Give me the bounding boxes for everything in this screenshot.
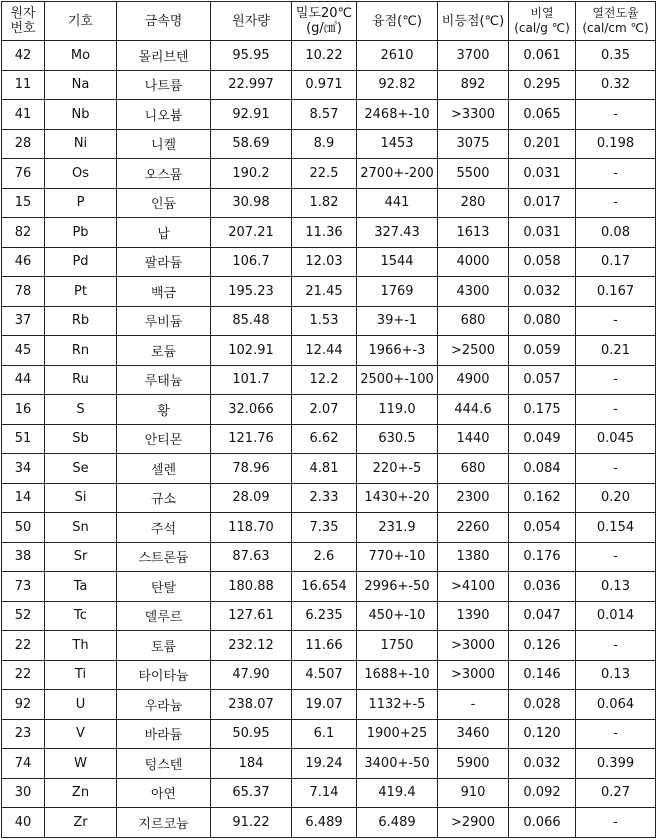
table-row <box>2 601 656 631</box>
cell-melting-point: 1132+-5 <box>357 690 438 720</box>
header-metal-name: 금속명 <box>117 2 211 41</box>
cell-symbol: Zr <box>45 808 117 838</box>
cell-metal-name: 몰리브텐 <box>117 41 211 71</box>
cell-atomic-weight: 190.2 <box>211 159 292 189</box>
cell-specific-heat: 0.146 <box>509 660 576 690</box>
cell-melting-point: 1769 <box>357 277 438 307</box>
cell-melting-point: 6.489 <box>357 808 438 838</box>
table-row <box>2 719 656 749</box>
cell-density: 0.971 <box>292 70 357 100</box>
cell-boiling-point: 5900 <box>438 749 509 779</box>
cell-atomic-number: 15 <box>2 188 45 218</box>
table-row <box>2 631 656 661</box>
cell-atomic-number: 46 <box>2 247 45 277</box>
cell-specific-heat: 0.054 <box>509 513 576 543</box>
cell-boiling-point: 2300 <box>438 483 509 513</box>
header-thermal-conductivity <box>576 2 656 41</box>
cell-thermal-conductivity: 0.399 <box>576 749 656 779</box>
cell-symbol: Sn <box>45 513 117 543</box>
cell-melting-point: 441 <box>357 188 438 218</box>
cell-thermal-conductivity: 0.154 <box>576 513 656 543</box>
cell-thermal-conductivity: - <box>576 306 656 336</box>
cell-symbol: S <box>45 395 117 425</box>
cell-metal-name: 루비듐 <box>117 306 211 336</box>
cell-specific-heat: 0.175 <box>509 395 576 425</box>
cell-boiling-point: >2500 <box>438 336 509 366</box>
cell-boiling-point: 4900 <box>438 365 509 395</box>
cell-atomic-weight: 28.09 <box>211 483 292 513</box>
cell-symbol: P <box>45 188 117 218</box>
cell-atomic-number: 92 <box>2 690 45 720</box>
cell-metal-name: 규소 <box>117 483 211 513</box>
cell-thermal-conductivity: - <box>576 365 656 395</box>
cell-atomic-weight: 180.88 <box>211 572 292 602</box>
cell-atomic-number: 34 <box>2 454 45 484</box>
table-row <box>2 159 656 189</box>
cell-melting-point: 1750 <box>357 631 438 661</box>
cell-symbol: Pt <box>45 277 117 307</box>
cell-boiling-point: 1613 <box>438 218 509 248</box>
table-row <box>2 572 656 602</box>
cell-thermal-conductivity: 0.167 <box>576 277 656 307</box>
cell-symbol: W <box>45 749 117 779</box>
table-row <box>2 218 656 248</box>
cell-atomic-weight: 30.98 <box>211 188 292 218</box>
cell-boiling-point: >3300 <box>438 100 509 130</box>
cell-density: 4.507 <box>292 660 357 690</box>
cell-atomic-number: 44 <box>2 365 45 395</box>
cell-specific-heat: 0.061 <box>509 41 576 71</box>
cell-symbol: Zn <box>45 778 117 808</box>
cell-atomic-weight: 195.23 <box>211 277 292 307</box>
cell-density: 11.66 <box>292 631 357 661</box>
cell-atomic-number: 23 <box>2 719 45 749</box>
cell-density: 1.53 <box>292 306 357 336</box>
cell-boiling-point: 680 <box>438 306 509 336</box>
cell-symbol: Pb <box>45 218 117 248</box>
cell-metal-name: 스트론듐 <box>117 542 211 572</box>
cell-boiling-point: 910 <box>438 778 509 808</box>
cell-thermal-conductivity: 0.27 <box>576 778 656 808</box>
table-row <box>2 70 656 100</box>
cell-specific-heat: 0.032 <box>509 277 576 307</box>
cell-atomic-number: 76 <box>2 159 45 189</box>
cell-atomic-weight: 92.91 <box>211 100 292 130</box>
cell-melting-point: 419.4 <box>357 778 438 808</box>
cell-density: 6.1 <box>292 719 357 749</box>
cell-boiling-point: 280 <box>438 188 509 218</box>
cell-symbol: Pd <box>45 247 117 277</box>
cell-melting-point: 2500+-100 <box>357 365 438 395</box>
cell-atomic-weight: 65.37 <box>211 778 292 808</box>
header-symbol: 기호 <box>45 2 117 41</box>
cell-melting-point: 630.5 <box>357 424 438 454</box>
cell-metal-name: 토륨 <box>117 631 211 661</box>
table-row <box>2 188 656 218</box>
cell-thermal-conductivity: 0.064 <box>576 690 656 720</box>
cell-boiling-point: >3000 <box>438 631 509 661</box>
table-row <box>2 808 656 838</box>
cell-atomic-number: 40 <box>2 808 45 838</box>
cell-metal-name: 텅스텐 <box>117 749 211 779</box>
table-row <box>2 778 656 808</box>
cell-melting-point: 1966+-3 <box>357 336 438 366</box>
header-atomic-number-line2: 번호 <box>10 21 36 36</box>
cell-boiling-point: 4300 <box>438 277 509 307</box>
cell-atomic-weight: 118.70 <box>211 513 292 543</box>
cell-metal-name: 셀렌 <box>117 454 211 484</box>
cell-melting-point: 2468+-10 <box>357 100 438 130</box>
cell-symbol: Ti <box>45 660 117 690</box>
cell-atomic-number: 28 <box>2 129 45 159</box>
cell-specific-heat: 0.065 <box>509 100 576 130</box>
metal-properties-table <box>1 1 656 838</box>
cell-melting-point: 220+-5 <box>357 454 438 484</box>
header-atomic-weight: 원자량 <box>211 2 292 41</box>
cell-symbol: V <box>45 719 117 749</box>
table-row <box>2 41 656 71</box>
cell-metal-name: 인듐 <box>117 188 211 218</box>
table-row <box>2 749 656 779</box>
cell-atomic-weight: 184 <box>211 749 292 779</box>
cell-atomic-number: 14 <box>2 483 45 513</box>
table-row <box>2 129 656 159</box>
cell-density: 2.6 <box>292 542 357 572</box>
cell-melting-point: 770+-10 <box>357 542 438 572</box>
header-specific-heat-line1: 비열 <box>530 6 554 20</box>
cell-density: 6.489 <box>292 808 357 838</box>
cell-melting-point: 119.0 <box>357 395 438 425</box>
cell-thermal-conductivity: 0.21 <box>576 336 656 366</box>
table-row <box>2 365 656 395</box>
table-row <box>2 424 656 454</box>
cell-atomic-number: 51 <box>2 424 45 454</box>
cell-density: 12.03 <box>292 247 357 277</box>
header-atomic-number <box>2 2 45 41</box>
cell-metal-name: 팔라듐 <box>117 247 211 277</box>
cell-symbol: Rn <box>45 336 117 366</box>
cell-density: 8.9 <box>292 129 357 159</box>
cell-thermal-conductivity: 0.13 <box>576 660 656 690</box>
cell-specific-heat: 0.176 <box>509 542 576 572</box>
cell-density: 12.44 <box>292 336 357 366</box>
cell-thermal-conductivity: - <box>576 808 656 838</box>
cell-density: 19.07 <box>292 690 357 720</box>
cell-thermal-conductivity: - <box>576 188 656 218</box>
cell-specific-heat: 0.084 <box>509 454 576 484</box>
cell-atomic-number: 42 <box>2 41 45 71</box>
cell-specific-heat: 0.031 <box>509 218 576 248</box>
cell-specific-heat: 0.295 <box>509 70 576 100</box>
cell-density: 7.14 <box>292 778 357 808</box>
cell-atomic-weight: 207.21 <box>211 218 292 248</box>
cell-melting-point: 92.82 <box>357 70 438 100</box>
cell-atomic-number: 45 <box>2 336 45 366</box>
cell-density: 22.5 <box>292 159 357 189</box>
cell-density: 8.57 <box>292 100 357 130</box>
cell-specific-heat: 0.028 <box>509 690 576 720</box>
cell-atomic-number: 73 <box>2 572 45 602</box>
cell-symbol: Tc <box>45 601 117 631</box>
cell-symbol: Th <box>45 631 117 661</box>
cell-thermal-conductivity: - <box>576 395 656 425</box>
cell-atomic-weight: 106.7 <box>211 247 292 277</box>
cell-density: 6.235 <box>292 601 357 631</box>
cell-density: 2.07 <box>292 395 357 425</box>
cell-atomic-number: 38 <box>2 542 45 572</box>
cell-atomic-number: 22 <box>2 631 45 661</box>
cell-specific-heat: 0.036 <box>509 572 576 602</box>
cell-metal-name: 바라듐 <box>117 719 211 749</box>
cell-specific-heat: 0.017 <box>509 188 576 218</box>
cell-density: 16.654 <box>292 572 357 602</box>
cell-density: 4.81 <box>292 454 357 484</box>
cell-thermal-conductivity: 0.08 <box>576 218 656 248</box>
cell-density: 11.36 <box>292 218 357 248</box>
cell-density: 19.24 <box>292 749 357 779</box>
cell-thermal-conductivity: 0.198 <box>576 129 656 159</box>
cell-density: 2.33 <box>292 483 357 513</box>
header-row <box>2 2 656 41</box>
table-row <box>2 483 656 513</box>
cell-boiling-point: 3460 <box>438 719 509 749</box>
cell-atomic-number: 11 <box>2 70 45 100</box>
cell-density: 6.62 <box>292 424 357 454</box>
cell-thermal-conductivity: 0.17 <box>576 247 656 277</box>
cell-metal-name: 지르코늄 <box>117 808 211 838</box>
cell-atomic-weight: 58.69 <box>211 129 292 159</box>
cell-boiling-point: 2260 <box>438 513 509 543</box>
cell-metal-name: 납 <box>117 218 211 248</box>
cell-melting-point: 450+-10 <box>357 601 438 631</box>
cell-boiling-point: 1440 <box>438 424 509 454</box>
table-row <box>2 513 656 543</box>
cell-specific-heat: 0.120 <box>509 719 576 749</box>
cell-thermal-conductivity: 0.35 <box>576 41 656 71</box>
cell-metal-name: 주석 <box>117 513 211 543</box>
table-row <box>2 247 656 277</box>
table-row <box>2 660 656 690</box>
cell-melting-point: 1430+-20 <box>357 483 438 513</box>
cell-boiling-point: 1390 <box>438 601 509 631</box>
cell-metal-name: 황 <box>117 395 211 425</box>
cell-specific-heat: 0.059 <box>509 336 576 366</box>
cell-melting-point: 1453 <box>357 129 438 159</box>
cell-melting-point: 1688+-10 <box>357 660 438 690</box>
cell-melting-point: 231.9 <box>357 513 438 543</box>
cell-density: 12.2 <box>292 365 357 395</box>
header-density <box>292 2 357 41</box>
cell-symbol: Sr <box>45 542 117 572</box>
header-specific-heat-line2: (cal/g ℃) <box>514 21 570 35</box>
cell-metal-name: 타이타늄 <box>117 660 211 690</box>
table-row <box>2 395 656 425</box>
header-boiling-point: 비등점(℃) <box>438 2 509 41</box>
cell-atomic-weight: 95.95 <box>211 41 292 71</box>
cell-thermal-conductivity: - <box>576 631 656 661</box>
cell-metal-name: 니오븀 <box>117 100 211 130</box>
cell-atomic-weight: 238.07 <box>211 690 292 720</box>
cell-melting-point: 2996+-50 <box>357 572 438 602</box>
cell-melting-point: 327.43 <box>357 218 438 248</box>
cell-atomic-weight: 50.95 <box>211 719 292 749</box>
cell-symbol: Rb <box>45 306 117 336</box>
cell-symbol: Si <box>45 483 117 513</box>
table-row <box>2 277 656 307</box>
cell-atomic-number: 52 <box>2 601 45 631</box>
cell-boiling-point: >3000 <box>438 660 509 690</box>
cell-symbol: Sb <box>45 424 117 454</box>
header-melting-point: 융점(℃) <box>357 2 438 41</box>
cell-specific-heat: 0.032 <box>509 749 576 779</box>
cell-density: 21.45 <box>292 277 357 307</box>
cell-atomic-number: 78 <box>2 277 45 307</box>
cell-metal-name: 니켈 <box>117 129 211 159</box>
cell-melting-point: 1544 <box>357 247 438 277</box>
cell-atomic-number: 37 <box>2 306 45 336</box>
cell-thermal-conductivity: 0.014 <box>576 601 656 631</box>
cell-symbol: U <box>45 690 117 720</box>
cell-atomic-number: 50 <box>2 513 45 543</box>
cell-atomic-weight: 91.22 <box>211 808 292 838</box>
header-thermal-conductivity-line1: 열전도율 <box>592 6 639 20</box>
table-body <box>2 41 656 838</box>
cell-boiling-point: 5500 <box>438 159 509 189</box>
cell-atomic-weight: 87.63 <box>211 542 292 572</box>
cell-metal-name: 루태늄 <box>117 365 211 395</box>
table-row <box>2 454 656 484</box>
cell-boiling-point: 3700 <box>438 41 509 71</box>
cell-melting-point: 2700+-200 <box>357 159 438 189</box>
cell-boiling-point: 1380 <box>438 542 509 572</box>
cell-specific-heat: 0.058 <box>509 247 576 277</box>
cell-boiling-point: >4100 <box>438 572 509 602</box>
cell-symbol: Se <box>45 454 117 484</box>
cell-melting-point: 1900+25 <box>357 719 438 749</box>
cell-thermal-conductivity: - <box>576 719 656 749</box>
cell-thermal-conductivity: - <box>576 454 656 484</box>
cell-symbol: Ta <box>45 572 117 602</box>
cell-specific-heat: 0.092 <box>509 778 576 808</box>
cell-boiling-point: - <box>438 690 509 720</box>
cell-specific-heat: 0.047 <box>509 601 576 631</box>
cell-atomic-number: 22 <box>2 660 45 690</box>
table-row <box>2 336 656 366</box>
cell-atomic-weight: 102.91 <box>211 336 292 366</box>
cell-metal-name: 아연 <box>117 778 211 808</box>
table-row <box>2 690 656 720</box>
cell-specific-heat: 0.057 <box>509 365 576 395</box>
cell-boiling-point: 680 <box>438 454 509 484</box>
cell-density: 10.22 <box>292 41 357 71</box>
cell-density: 1.82 <box>292 188 357 218</box>
cell-melting-point: 2610 <box>357 41 438 71</box>
cell-specific-heat: 0.162 <box>509 483 576 513</box>
cell-thermal-conductivity: 0.20 <box>576 483 656 513</box>
table-row <box>2 542 656 572</box>
cell-metal-name: 안티몬 <box>117 424 211 454</box>
cell-atomic-number: 41 <box>2 100 45 130</box>
cell-thermal-conductivity: - <box>576 542 656 572</box>
cell-metal-name: 탄탈 <box>117 572 211 602</box>
cell-atomic-weight: 101.7 <box>211 365 292 395</box>
cell-boiling-point: 444.6 <box>438 395 509 425</box>
cell-atomic-weight: 22.997 <box>211 70 292 100</box>
header-atomic-number-line1: 원자 <box>10 6 36 21</box>
cell-thermal-conductivity: - <box>576 100 656 130</box>
header-specific-heat <box>509 2 576 41</box>
cell-thermal-conductivity: 0.13 <box>576 572 656 602</box>
table-row <box>2 306 656 336</box>
cell-atomic-weight: 121.76 <box>211 424 292 454</box>
cell-symbol: Os <box>45 159 117 189</box>
cell-specific-heat: 0.066 <box>509 808 576 838</box>
cell-boiling-point: 892 <box>438 70 509 100</box>
cell-specific-heat: 0.201 <box>509 129 576 159</box>
cell-metal-name: 오스뮴 <box>117 159 211 189</box>
cell-specific-heat: 0.080 <box>509 306 576 336</box>
cell-symbol: Na <box>45 70 117 100</box>
cell-atomic-weight: 32.066 <box>211 395 292 425</box>
cell-atomic-number: 82 <box>2 218 45 248</box>
cell-symbol: Mo <box>45 41 117 71</box>
header-density-line2: (g/㎤) <box>306 21 342 36</box>
cell-melting-point: 39+-1 <box>357 306 438 336</box>
cell-atomic-number: 74 <box>2 749 45 779</box>
cell-thermal-conductivity: - <box>576 159 656 189</box>
header-density-line1: 밀도20℃ <box>295 6 353 21</box>
cell-atomic-number: 16 <box>2 395 45 425</box>
cell-atomic-weight: 47.90 <box>211 660 292 690</box>
cell-density: 7.35 <box>292 513 357 543</box>
cell-boiling-point: 3075 <box>438 129 509 159</box>
cell-thermal-conductivity: 0.045 <box>576 424 656 454</box>
cell-boiling-point: 4000 <box>438 247 509 277</box>
table-row <box>2 100 656 130</box>
cell-atomic-number: 30 <box>2 778 45 808</box>
cell-metal-name: 나트륨 <box>117 70 211 100</box>
cell-melting-point: 3400+-50 <box>357 749 438 779</box>
cell-metal-name: 로듐 <box>117 336 211 366</box>
cell-symbol: Nb <box>45 100 117 130</box>
cell-symbol: Ru <box>45 365 117 395</box>
cell-atomic-weight: 232.12 <box>211 631 292 661</box>
cell-atomic-weight: 127.61 <box>211 601 292 631</box>
cell-specific-heat: 0.049 <box>509 424 576 454</box>
cell-atomic-weight: 85.48 <box>211 306 292 336</box>
cell-metal-name: 우라늄 <box>117 690 211 720</box>
cell-metal-name: 델루르 <box>117 601 211 631</box>
cell-specific-heat: 0.031 <box>509 159 576 189</box>
cell-metal-name: 백금 <box>117 277 211 307</box>
cell-symbol: Ni <box>45 129 117 159</box>
cell-specific-heat: 0.126 <box>509 631 576 661</box>
cell-thermal-conductivity: 0.32 <box>576 70 656 100</box>
header-thermal-conductivity-line2: (cal/cm ℃) <box>582 21 649 35</box>
cell-atomic-weight: 78.96 <box>211 454 292 484</box>
cell-boiling-point: >2900 <box>438 808 509 838</box>
